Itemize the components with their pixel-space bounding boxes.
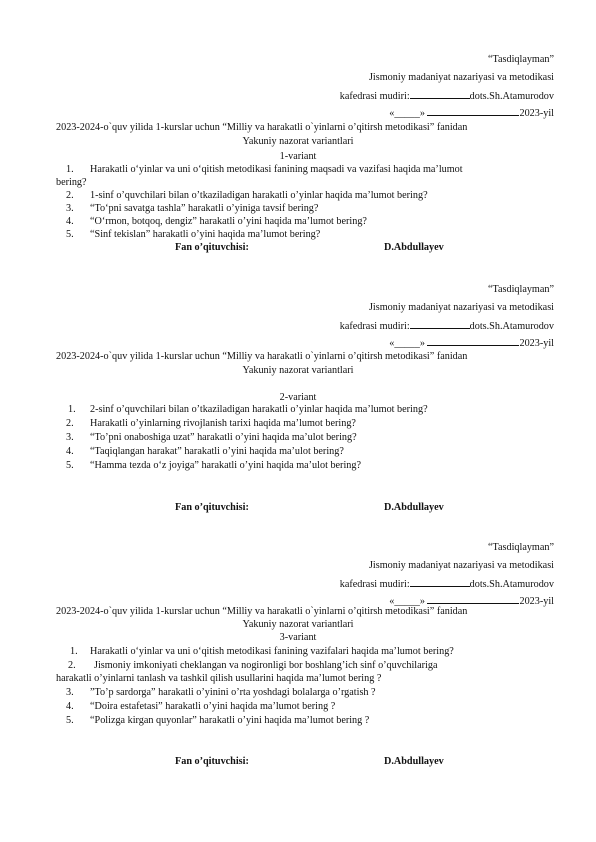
date-day: «_____» (389, 338, 425, 349)
question-item: Jismoniy imkoniyati cheklangan va nogironligi bor boshlang’ich sinf o’quvchilariga (94, 660, 438, 671)
variant-number: 1-variant (279, 151, 317, 162)
teacher-label: Fan o’qituvchisi: (175, 242, 249, 253)
date-year: 2023-yil (519, 338, 554, 349)
head-prefix: kafedrasi mudiri: (339, 91, 410, 102)
question-continuation: bering? (56, 177, 87, 188)
variant-number: 2-variant (279, 392, 317, 403)
course-title: 2023-2024-o`quv yilida 1-kurslar uchun “Milliy va harakatli o`yinlarni o’qitirsh metodikasi” fanidan (56, 606, 468, 617)
department-line: Jismoniy madaniyat nazariyasi va metodikasi (368, 72, 554, 83)
date-line (389, 106, 554, 121)
date-blank (427, 336, 519, 346)
head-signature-line (340, 577, 554, 592)
date-year: 2023-yil (519, 108, 554, 119)
date-day: «_____» (389, 596, 425, 607)
head-name: dots.Sh.Atamurodov (469, 579, 554, 590)
course-title: 2023-2024-o`quv yilida 1-kurslar uchun “Milliy va harakatli o`yinlarni o’qitirsh metodikasi” fanidan (56, 122, 468, 133)
head-signature-line (340, 89, 554, 104)
date-blank (427, 106, 519, 116)
question-item: “Sinf tekislan” harakatli o’yini haqida ma’lumot bering? (90, 229, 321, 240)
head-prefix: kafedrasi mudiri: (339, 579, 410, 590)
course-title: 2023-2024-o`quv yilida 1-kurslar uchun “Milliy va harakatli o`yinlarni o’qitirsh metodikasi” fanidan (56, 351, 468, 362)
signature-blank (410, 89, 470, 99)
approval-label: “Tasdiqlayman” (487, 54, 554, 65)
question-item: Harakatli o‘yinlar va uni o‘qitish metodikasi fanining vazifalari haqida ma’lumot bering? (90, 646, 454, 657)
subtitle: Yakuniy nazorat variantlari (242, 365, 354, 376)
question-item: “To‘pni savatga tashla” harakatli o’yiniga tavsif bering? (90, 203, 319, 214)
question-item: 2-sinf o’quvchilari bilan o’tkaziladigan harakatli o’yinlar haqida ma’lumot bering? (90, 404, 428, 415)
question-item: “Taqiqlangan harakat” harakatli o’yini haqida ma’ulot bering? (90, 446, 344, 457)
question-item: “Polizga kirgan quyonlar” harakatli o’yini haqida ma’lumot bering ? (90, 715, 370, 726)
question-item: “To’pni onaboshiga uzat” harakatli o’yini haqida ma’ulot bering? (90, 432, 357, 443)
teacher-name: D.Abdullayev (384, 502, 444, 513)
variant-number: 3-variant (279, 632, 317, 643)
approval-label: “Tasdiqlayman” (487, 542, 554, 553)
date-blank (427, 594, 519, 604)
question-item: Harakatli o‘yinlar va uni o‘qitish metodikasi fanining maqsadi va vazifasi haqida ma’lumot (90, 164, 463, 175)
teacher-name: D.Abdullayev (384, 242, 444, 253)
question-item: ”To’p sardorga” harakatli o’yinini o’rta yoshdagi bolalarga o’rgatish ? (90, 687, 376, 698)
head-name: dots.Sh.Atamurodov (469, 91, 554, 102)
subtitle: Yakuniy nazorat variantlari (242, 619, 354, 630)
head-signature-line (340, 319, 554, 334)
signature-blank (410, 577, 470, 587)
head-name: dots.Sh.Atamurodov (469, 321, 554, 332)
question-item: Harakatli o’yinlarning rivojlanish tarixi haqida ma’lumot bering? (90, 418, 356, 429)
question-item: “Hamma tezda o‘z joyiga” harakatli o’yini haqida ma’ulot bering? (90, 460, 361, 471)
question-continuation: harakatli o’yinlarni tanlash va tashkil qilish usullarini haqida ma’lumot bering ? (56, 673, 382, 684)
date-day: «_____» (389, 108, 425, 119)
subtitle: Yakuniy nazorat variantlari (242, 136, 354, 147)
signature-blank (410, 319, 470, 329)
teacher-label: Fan o’qituvchisi: (175, 502, 249, 513)
head-prefix: kafedrasi mudiri: (339, 321, 410, 332)
teacher-name: D.Abdullayev (384, 756, 444, 767)
question-item: “Doira estafetasi” harakatli o’yini haqida ma’lumot bering ? (90, 701, 336, 712)
department-line: Jismoniy madaniyat nazariyasi va metodikasi (368, 302, 554, 313)
date-line (389, 336, 554, 351)
teacher-label: Fan o’qituvchisi: (175, 756, 249, 767)
question-item: “O‘rmon, botqoq, dengiz” harakatli o’yini haqida ma’lumot bering? (90, 216, 367, 227)
department-line: Jismoniy madaniyat nazariyasi va metodikasi (368, 560, 554, 571)
question-item: 1-sinf o’quvchilari bilan o’tkaziladigan harakatli o’yinlar haqida ma’lumot bering? (90, 190, 428, 201)
approval-label: “Tasdiqlayman” (487, 284, 554, 295)
date-year: 2023-yil (519, 596, 554, 607)
